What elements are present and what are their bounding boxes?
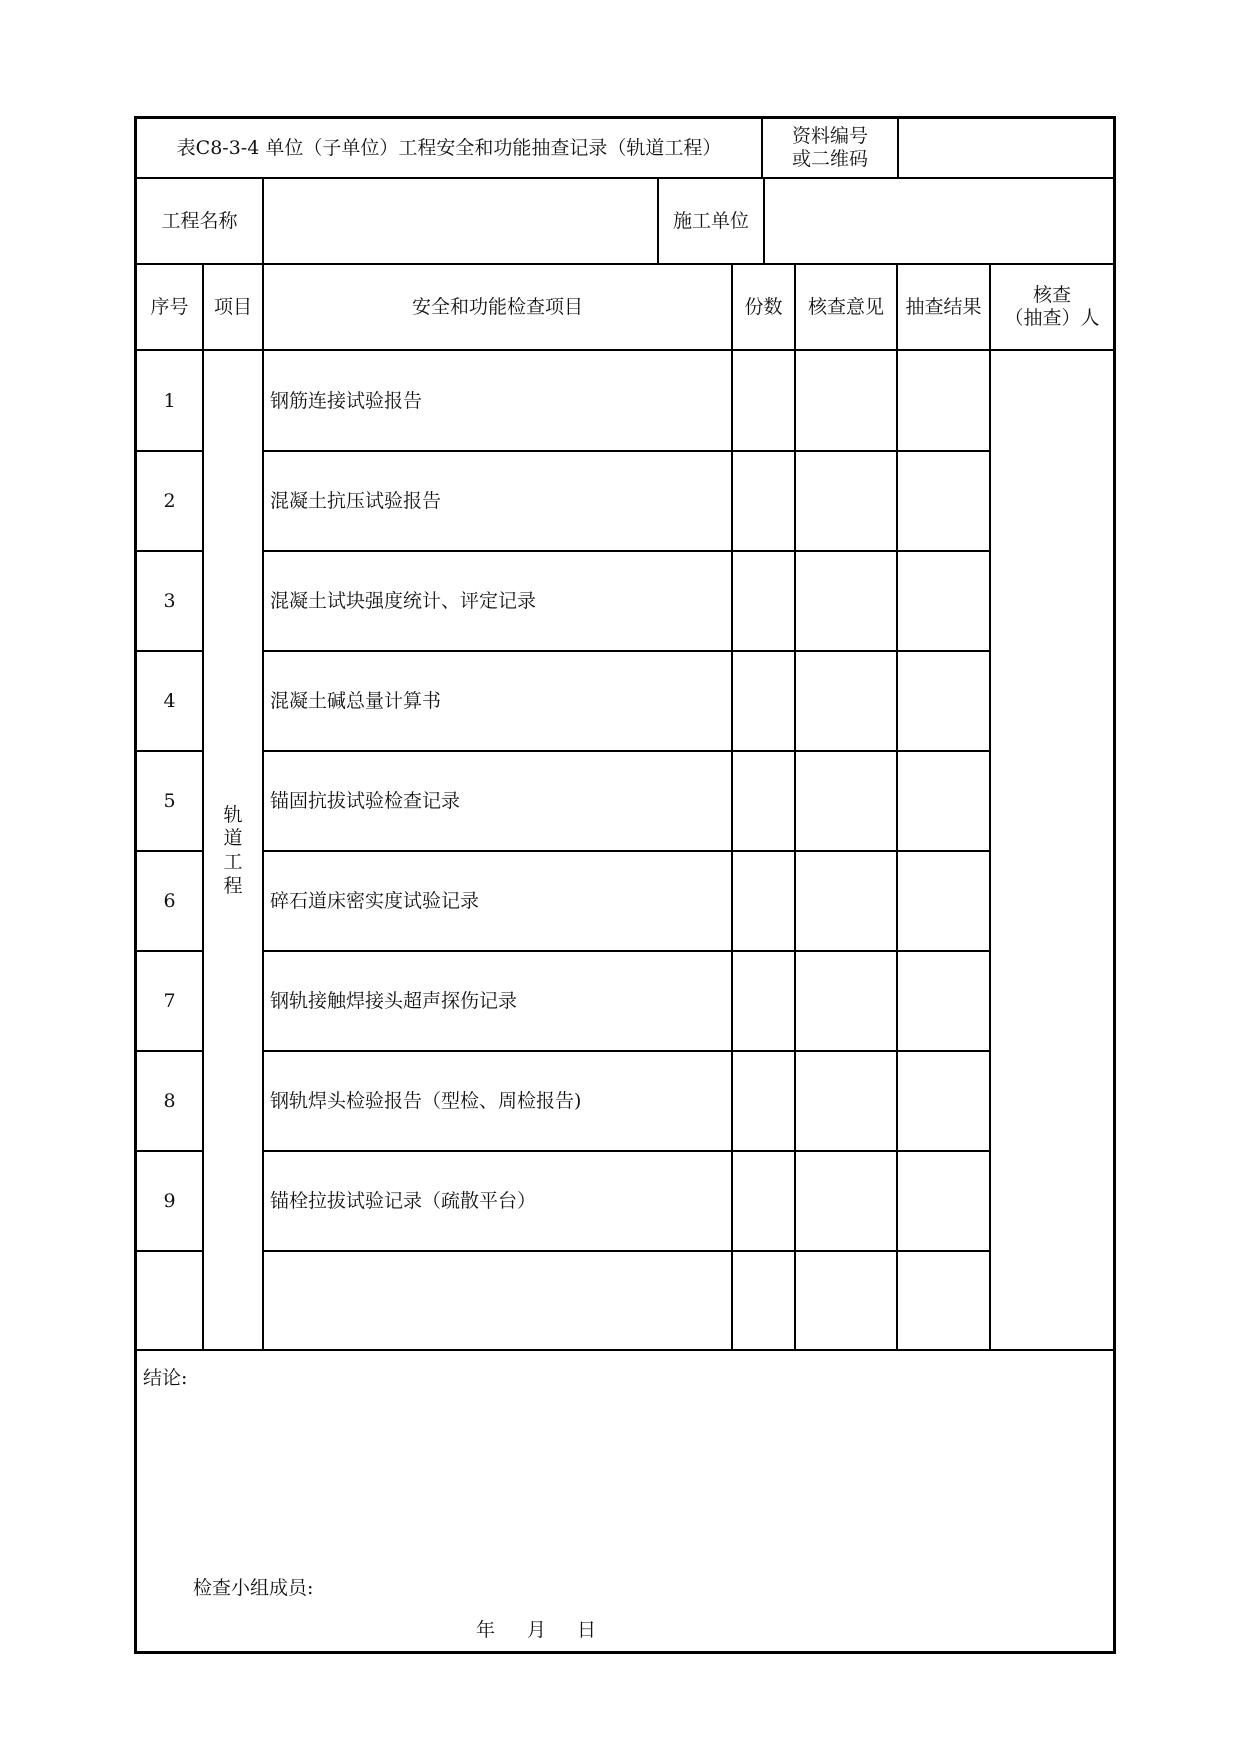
table-rule — [896, 263, 898, 1349]
row-opinion-field[interactable] — [796, 551, 896, 651]
category-char: 程 — [223, 874, 243, 897]
row-check-item-text: 混凝土抗压试验报告 — [270, 489, 442, 512]
row-seq — [137, 351, 202, 451]
table-rule — [264, 1150, 991, 1152]
row-seq-text: 2 — [163, 489, 176, 512]
row-opinion-field[interactable] — [796, 651, 896, 751]
row-seq — [137, 551, 202, 651]
row-result-field[interactable] — [898, 951, 989, 1051]
row-check-item — [264, 551, 731, 651]
row-result-field[interactable] — [898, 1051, 989, 1151]
row-seq-text: 7 — [163, 989, 176, 1012]
conclusion-field[interactable] — [197, 1355, 1107, 1655]
row-copies-field[interactable] — [733, 351, 794, 451]
row-seq — [137, 1251, 202, 1351]
row-opinion-field[interactable] — [796, 951, 896, 1051]
row-seq — [137, 951, 202, 1051]
row-copies-field[interactable] — [733, 1251, 794, 1351]
row-result-field[interactable] — [898, 351, 989, 451]
row-check-item — [264, 851, 731, 951]
row-copies-field[interactable] — [733, 851, 794, 951]
row-copies-field[interactable] — [733, 651, 794, 751]
table-rule — [264, 450, 991, 452]
row-copies-field[interactable] — [733, 1051, 794, 1151]
row-seq — [137, 851, 202, 951]
col-header-check-item — [264, 265, 731, 349]
row-result-field[interactable] — [898, 551, 989, 651]
table-rule — [657, 177, 659, 263]
table-rule — [137, 450, 202, 452]
col-header-item-text: 项目 — [213, 295, 252, 318]
row-check-item — [264, 1151, 731, 1251]
doc-number-label-line1: 资料编号 — [791, 125, 868, 148]
table-rule — [137, 1349, 1113, 1351]
row-opinion-field[interactable] — [796, 1051, 896, 1151]
row-result-field[interactable] — [898, 651, 989, 751]
col-header-seq-text: 序号 — [150, 295, 189, 318]
row-result-field[interactable] — [898, 1251, 989, 1351]
row-copies-field[interactable] — [733, 551, 794, 651]
date-year: 年 — [476, 1619, 496, 1641]
doc-number-field[interactable] — [899, 119, 1113, 177]
category-char: 工 — [223, 851, 243, 873]
row-seq-text: 4 — [163, 689, 176, 712]
row-check-item-text: 碎石道床密实度试验记录 — [270, 889, 480, 912]
row-seq-text: 5 — [163, 789, 176, 812]
contractor-field[interactable] — [765, 179, 1113, 263]
table-rule — [137, 850, 202, 852]
row-seq-text: 8 — [163, 1089, 176, 1112]
table-rule — [137, 349, 1113, 351]
row-seq-text: 9 — [163, 1189, 176, 1212]
date-month: 月 — [527, 1619, 547, 1641]
table-rule — [761, 119, 763, 177]
table-rule — [137, 177, 1113, 179]
conclusion-label: 结论: — [143, 1367, 188, 1389]
row-seq-text: 6 — [163, 889, 176, 912]
inspection-members-label: 检查小组成员: — [193, 1577, 314, 1599]
doc-number-label-line2: 或二维码 — [791, 148, 868, 170]
row-check-item-text: 混凝土碱总量计算书 — [270, 689, 442, 712]
row-opinion-field[interactable] — [796, 451, 896, 551]
row-seq — [137, 651, 202, 751]
row-check-item — [264, 1051, 731, 1151]
row-result-field[interactable] — [898, 1151, 989, 1251]
row-seq — [137, 1051, 202, 1151]
row-check-item-text: 钢筋连接试验报告 — [270, 389, 423, 412]
row-opinion-field[interactable] — [796, 1251, 896, 1351]
col-header-copies — [733, 265, 794, 349]
row-opinion-field[interactable] — [796, 851, 896, 951]
table-rule — [137, 950, 202, 952]
record-form — [134, 116, 1116, 1654]
row-copies-field[interactable] — [733, 451, 794, 551]
row-check-item — [264, 951, 731, 1051]
row-check-item-text: 混凝土试块强度统计、评定记录 — [270, 589, 537, 612]
table-rule — [264, 650, 991, 652]
table-rule — [264, 1050, 991, 1052]
table-rule — [264, 1250, 991, 1252]
table-rule — [794, 263, 796, 1349]
table-rule — [202, 263, 204, 1349]
table-rule — [763, 177, 765, 263]
row-copies-field[interactable] — [733, 951, 794, 1051]
row-seq-text: 1 — [163, 389, 176, 412]
col-header-opinion-text: 核查意见 — [807, 295, 884, 318]
col-header-opinion — [796, 265, 896, 349]
table-rule — [731, 263, 733, 1349]
checker-field[interactable] — [991, 351, 1113, 1351]
row-result-field[interactable] — [898, 751, 989, 851]
row-check-item-text: 钢轨焊头检验报告（型检、周检报告) — [270, 1089, 582, 1112]
row-opinion-field[interactable] — [796, 1151, 896, 1251]
table-rule — [137, 750, 202, 752]
col-header-item — [204, 265, 262, 349]
form-title — [137, 119, 761, 177]
row-seq-text: 3 — [163, 589, 176, 612]
project-name-field[interactable] — [264, 179, 657, 263]
row-seq — [137, 1151, 202, 1251]
col-header-check-item-text: 安全和功能检查项目 — [411, 295, 583, 318]
table-rule — [264, 950, 991, 952]
table-rule — [137, 1250, 202, 1252]
category-char: 轨 — [223, 803, 243, 826]
table-rule — [262, 177, 264, 1349]
row-check-item-text: 锚固抗拔试验检查记录 — [270, 789, 461, 812]
row-check-item-text: 锚栓拉拔试验记录（疏散平台） — [270, 1189, 537, 1212]
row-seq — [137, 451, 202, 551]
row-result-field[interactable] — [898, 451, 989, 551]
col-header-result-text: 抽查结果 — [905, 295, 982, 318]
doc-number-label — [763, 119, 897, 177]
row-check-item-text: 钢轨接触焊接头超声探伤记录 — [270, 989, 518, 1012]
row-check-item — [264, 751, 731, 851]
contractor-label-text: 施工单位 — [672, 209, 749, 232]
project-name-label-text: 工程名称 — [161, 209, 238, 232]
table-rule — [264, 750, 991, 752]
row-check-item — [264, 351, 731, 451]
contractor-label — [659, 179, 763, 263]
row-check-item — [264, 651, 731, 751]
project-name-label — [137, 179, 262, 263]
row-opinion-field[interactable] — [796, 751, 896, 851]
table-rule — [137, 1050, 202, 1052]
table-rule — [989, 263, 991, 1349]
table-rule — [264, 550, 991, 552]
category-char: 道 — [223, 827, 243, 850]
row-copies-field[interactable] — [733, 1151, 794, 1251]
table-rule — [897, 119, 899, 177]
col-header-checker-line2: （抽查）人 — [1004, 307, 1100, 329]
table-rule — [137, 263, 1113, 265]
table-rule — [137, 1150, 202, 1152]
table-rule — [137, 650, 202, 652]
row-seq — [137, 751, 202, 851]
col-header-checker — [991, 265, 1113, 349]
date-day: 日 — [577, 1619, 597, 1641]
col-header-seq — [137, 265, 202, 349]
table-rule — [264, 850, 991, 852]
col-header-result — [898, 265, 989, 349]
table-rule — [137, 550, 202, 552]
row-copies-field[interactable] — [733, 751, 794, 851]
row-check-item[interactable] — [264, 1251, 731, 1351]
row-opinion-field[interactable] — [796, 351, 896, 451]
col-header-copies-text: 份数 — [744, 295, 783, 318]
col-header-checker-line1: 核查 — [1032, 284, 1071, 307]
row-result-field[interactable] — [898, 851, 989, 951]
row-check-item — [264, 451, 731, 551]
category-cell — [204, 351, 262, 1351]
form-title-text: 表C8-3-4 单位（子单位）工程安全和功能抽查记录（轨道工程） — [176, 136, 722, 159]
